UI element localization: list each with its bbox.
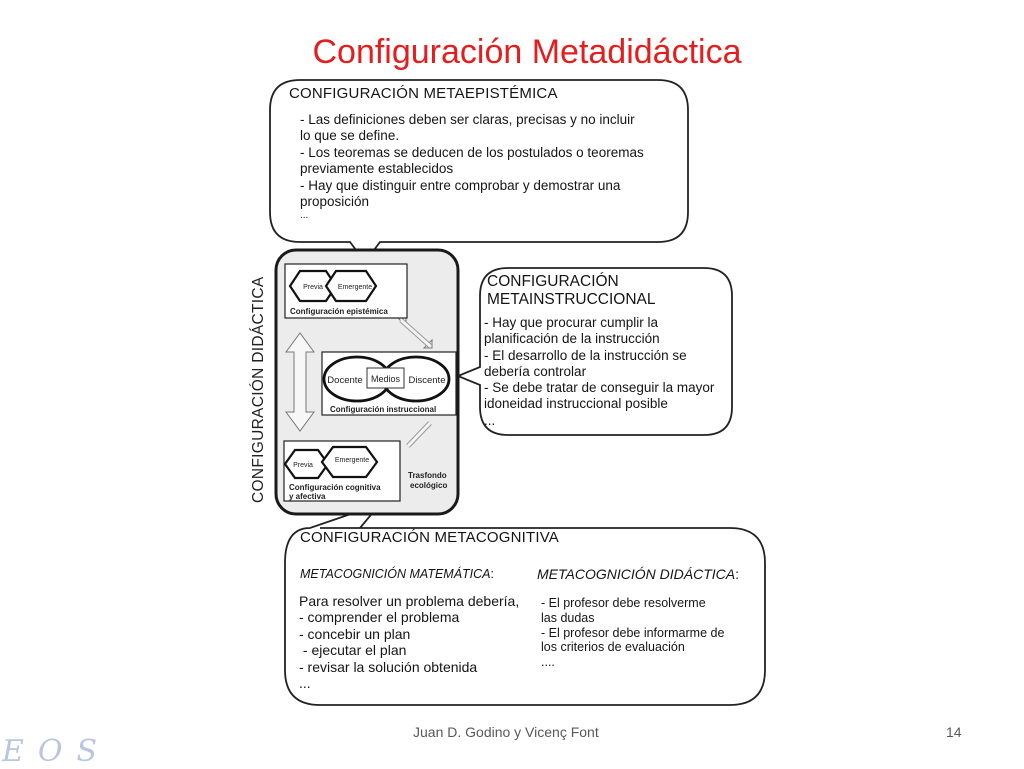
footer-author: Juan D. Godino y Vicenç Font [413,724,599,740]
didactica-line: - El profesor debe informarme de [541,625,725,640]
metaepistemica-line: proposición [300,194,370,210]
metaepistemica-line: - Las definiciones deben ser claras, precisas y no incluir [300,112,635,127]
epistemica-previa-label: Previa [303,284,323,291]
metainstruccional-line: idoneidad instruccional posible [484,396,668,412]
metainstruccional-list [484,315,714,429]
metaepistemica-line: previamente establecidos [300,161,454,177]
didactica-heading-colon: : [735,566,739,582]
matematica-line: - revisar la solución obtenida [299,658,478,675]
cognitiva-config-label-1: Configuración cognitiva [289,483,381,492]
metacognicion-matematica-list [299,593,519,691]
metacognicion-didactica-list [541,596,724,670]
metainstruccional-line: - El desarrollo de la instrucción se [484,347,687,363]
metainstruccional-line: debería controlar [484,363,587,379]
epistemica-config-label: Configuración epistémica [290,307,388,316]
didactica-heading-text: METACOGNICIÓN DIDÁCTICA [537,566,736,582]
discente-label: Discente [408,375,446,386]
metacognicion-matematica-heading [300,567,494,581]
metaepistemica-heading: CONFIGURACIÓN METAEPISTÉMICA [289,85,558,102]
metainstruccional-line: ... [484,412,496,428]
didactica-line: - El profesor debe resolverme [541,596,706,610]
cognitiva-previa-label: Previa [293,462,313,469]
metainstruccional-heading-2: METAINSTRUCCIONAL [487,291,656,308]
cognitiva-config-label-2: y afectiva [289,492,326,501]
trasfondo-label-2: ecológico [410,481,448,490]
metainstruccional-line: - Hay que procurar cumplir la [484,315,659,330]
metaepistemica-line: lo que se define. [300,128,400,144]
instruccional-config-label: Configuración instruccional [330,405,437,414]
didactica-line: las dudas [541,610,595,625]
matematica-heading-colon: : [490,567,494,581]
page-number: 14 [946,724,962,740]
metainstruccional-line: planificación de la instrucción [484,331,660,347]
metaepistemica-line: ... [300,210,309,222]
metaepistemica-line: - Los teoremas se deducen de los postulados o teoremas [300,144,644,160]
matematica-line: ... [299,675,311,692]
configuracion-didactica-label: CONFIGURACIÓN DIDÁCTICA [250,276,267,503]
metaepistemica-list [300,112,644,222]
trasfondo-label-1: Trasfondo [408,471,447,480]
metainstruccional-heading-1: CONFIGURACIÓN [487,273,619,290]
matematica-line: - ejecutar el plan [299,642,407,659]
metainstruccional-line: - Se debe tratar de conseguir la mayor [484,380,715,396]
docente-label: Docente [327,375,363,386]
didactica-line: .... [541,655,555,670]
metacognitiva-heading: CONFIGURACIÓN METACOGNITIVA [300,529,560,546]
medios-label: Medios [370,374,401,384]
metacognicion-didactica-heading [537,566,739,582]
matematica-line: - comprender el problema [299,609,460,626]
metaepistemica-line: - Hay que distinguir entre comprobar y demostrar una [300,177,621,193]
epistemica-emergente-label: Emergente [337,284,373,291]
eos-logo: EOS [2,734,112,769]
didactica-line: los criterios de evaluación [541,640,685,655]
matematica-heading-text: METACOGNICIÓN MATEMÁTICA [300,567,491,581]
matematica-line: - concebir un plan [299,625,411,642]
cognitiva-emergente-label: Emergente [334,457,370,464]
slide-title: Configuración Metadidáctica [312,33,742,71]
metainstruccional-heading [487,273,656,309]
matematica-line: Para resolver un problema debería, [299,593,520,609]
